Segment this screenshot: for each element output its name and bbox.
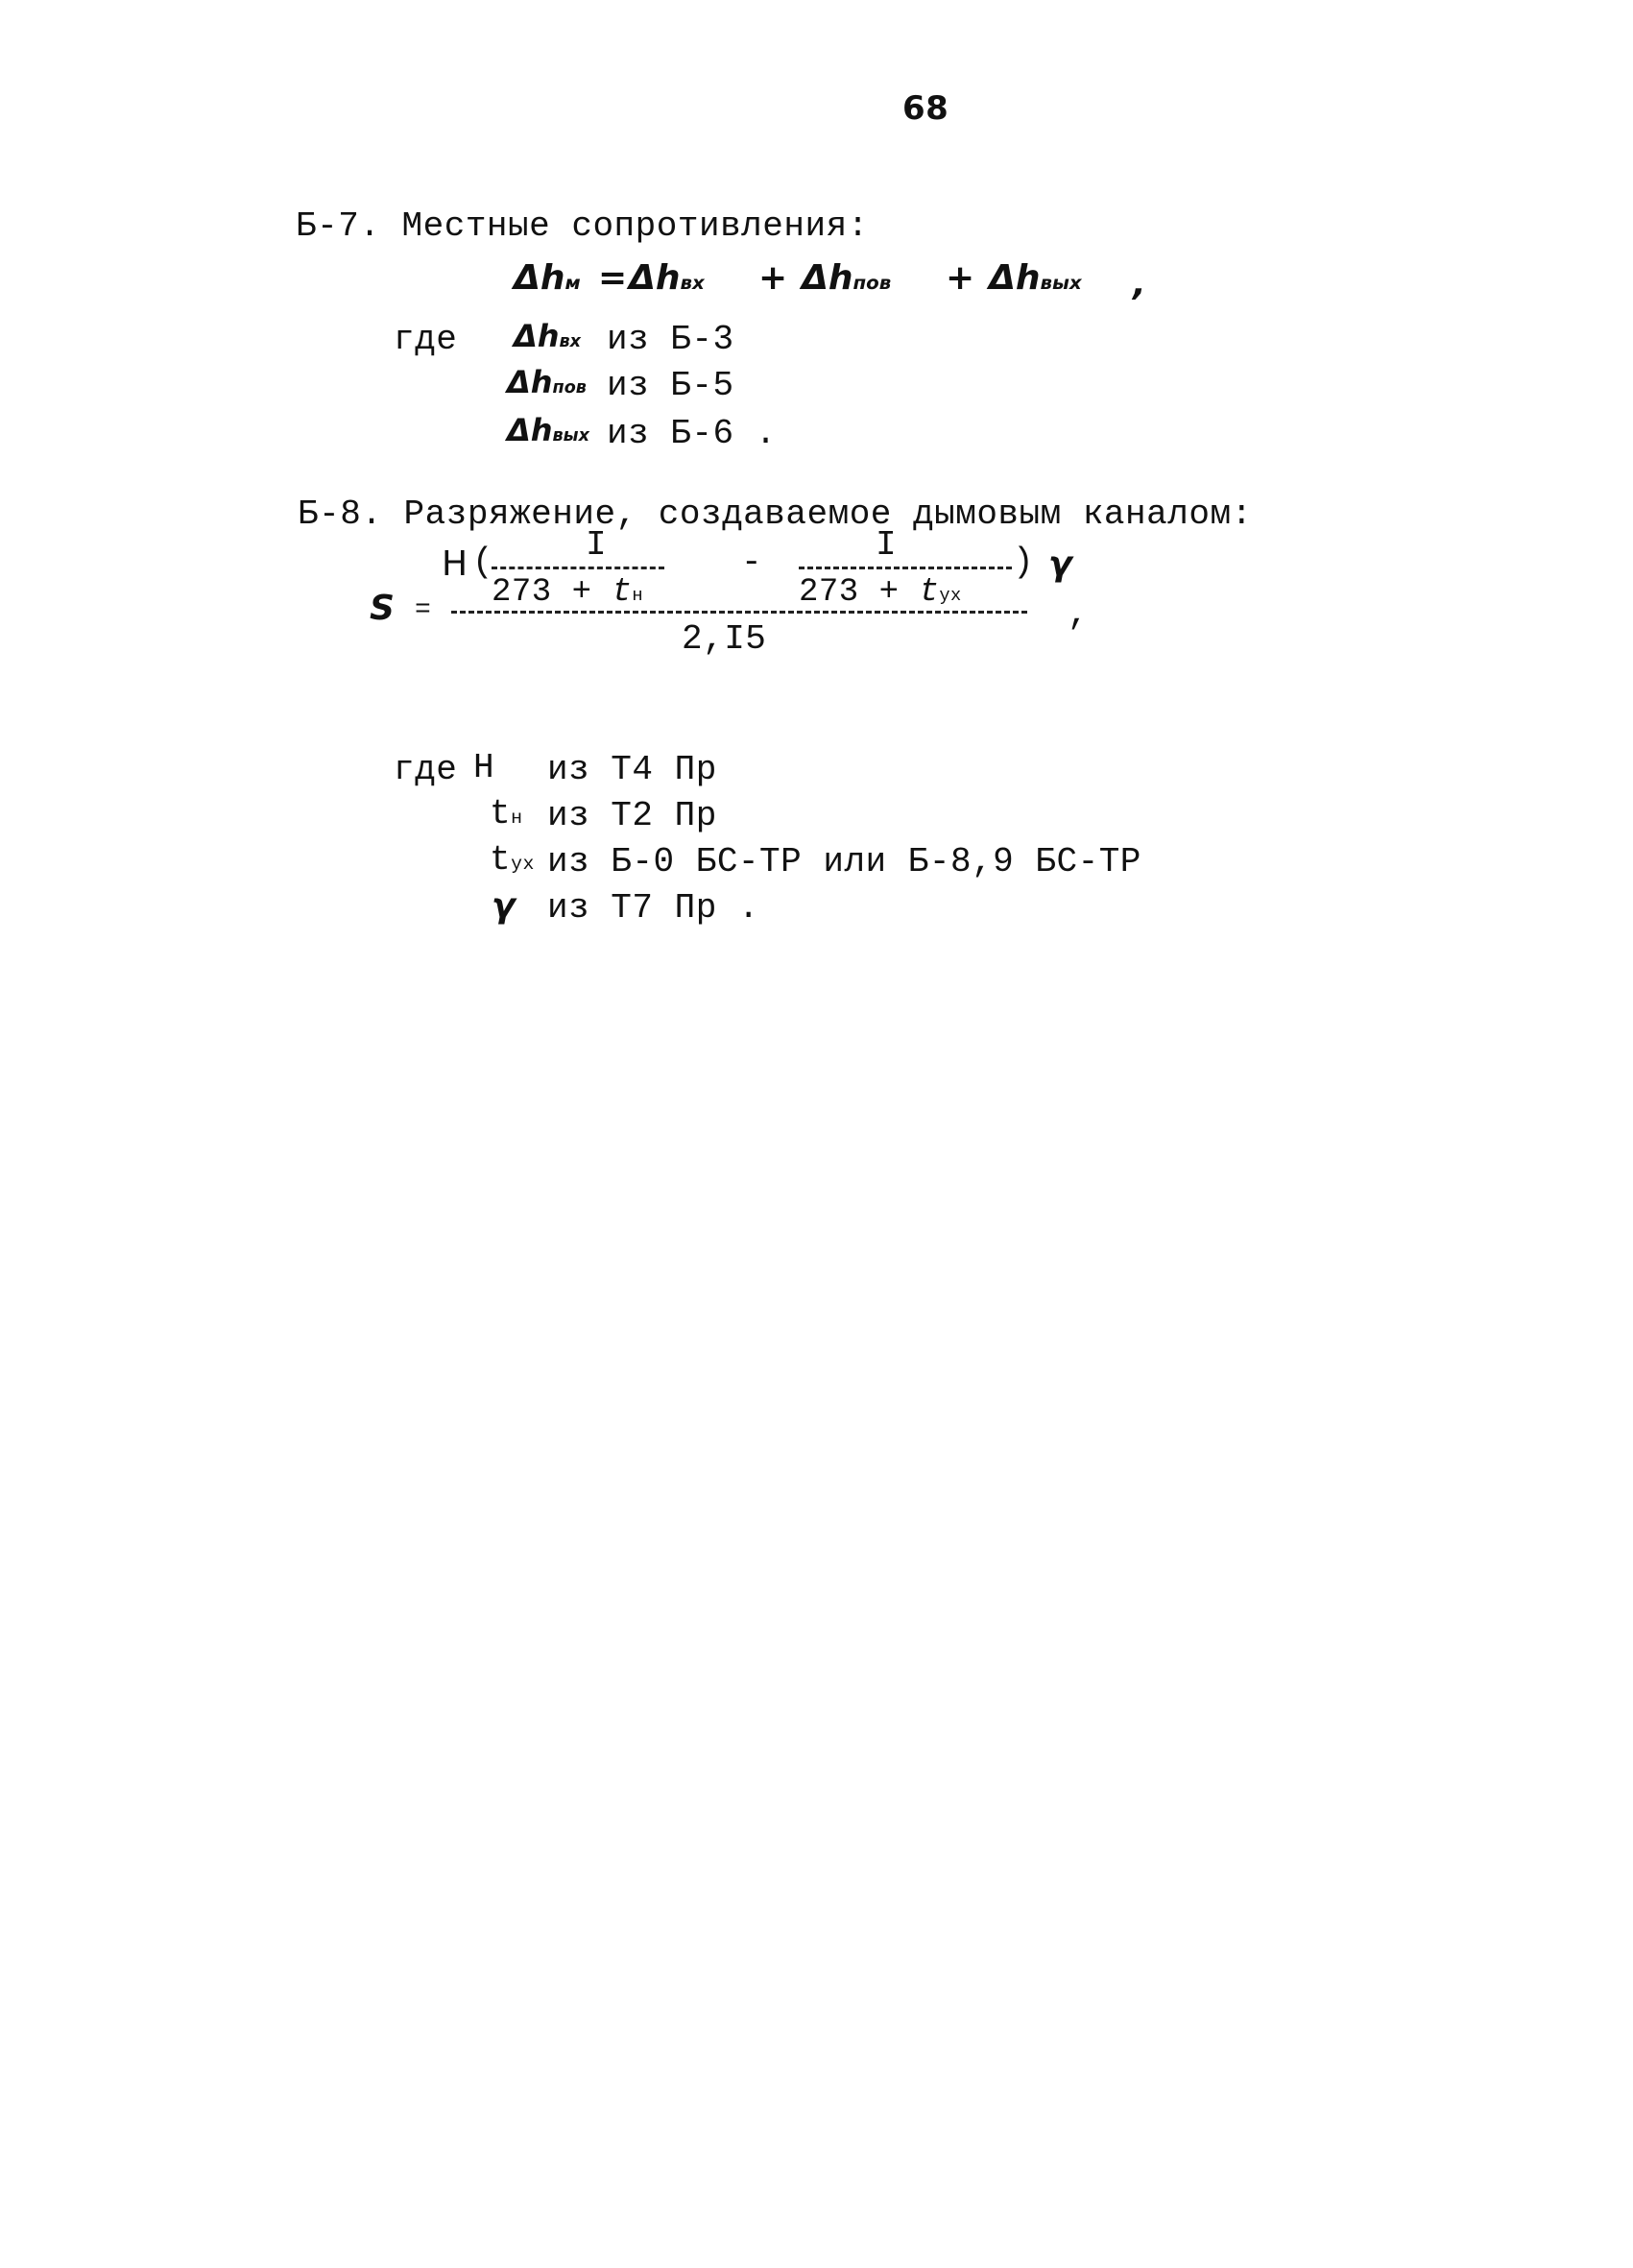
b8-denominator-2: 273 + tух [799,574,962,611]
b8-S: S [370,589,395,628]
b8-comma: , [1068,594,1090,634]
b8-fraction-bar-2 [799,567,1012,569]
b8-def-3-text: из Б-0 БС-ТР или Б-8,9 БС-ТР [547,842,1141,881]
b7-def-2-symbol: Δhпов [507,364,587,400]
b7-eq: = [598,258,628,298]
b8-minus: - [741,543,763,582]
b8-H: H [442,544,468,584]
b8-def-2-text: из Т2 Пр [547,796,717,835]
b8-where: где [394,750,458,789]
b7-term-2: Δhпов [802,258,892,298]
b8-def-3-symbol: tух [490,840,535,880]
b8-numerator-1: I [586,525,608,565]
b7-def-1-text: из Б-3 [607,320,734,359]
b7-lhs: Δhм [514,258,581,298]
b8-def-1-symbol: H [473,748,495,787]
b8-denominator: 2,I5 [682,619,767,659]
b7-heading: Б-7. Местные сопротивления: [296,206,869,246]
b7-def-3-text: из Б-6 . [607,414,777,453]
b8-open-paren: ( [472,543,494,582]
b8-def-2-symbol: tн [490,794,523,833]
b7-plus-1: + [758,258,788,298]
b8-def-1-text: из Т4 Пр [547,750,717,789]
b8-eq: = [415,595,432,625]
b8-gamma: γ [1048,544,1072,584]
b7-where: где [394,320,458,359]
b7-def-3-symbol: Δhвых [507,412,589,448]
b8-def-4-text: из Т7 Пр . [547,888,760,928]
b7-def-1-symbol: Δhвх [514,318,582,354]
b7-comma: , [1133,264,1146,303]
b8-fraction-bar-1 [492,567,664,569]
b7-term-1: Δhвх [629,258,705,298]
b8-heading: Б-8. Разряжение, создаваемое дымовым каналом: [298,495,1253,534]
b8-numerator-2: I [876,525,898,565]
b8-main-fraction-bar [451,611,1027,614]
b8-close-paren: ) [1013,543,1035,582]
b8-def-4-symbol: γ [492,886,516,926]
b8-denominator-1: 273 + tн [492,574,644,611]
b7-plus-2: + [946,258,975,298]
b7-term-3: Δhвых [989,258,1082,298]
b7-def-2-text: из Б-5 [607,366,734,405]
page-number: 68 [902,89,949,128]
